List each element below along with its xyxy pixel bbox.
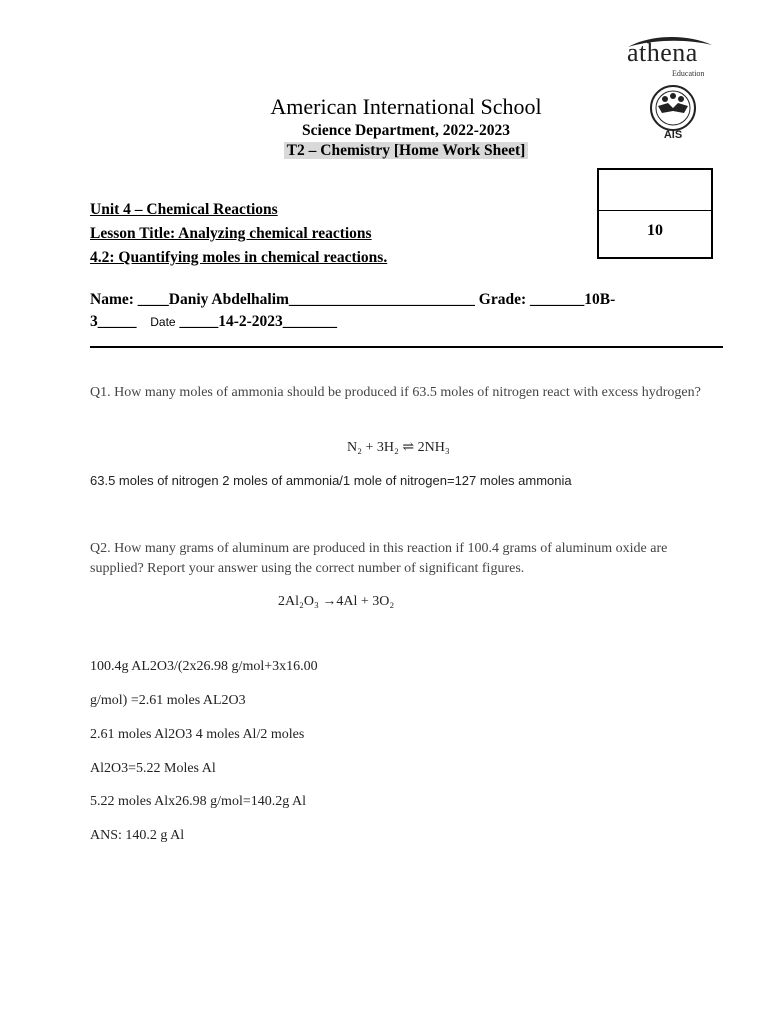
athena-logo: athena <box>627 38 698 67</box>
header-rule <box>90 346 723 348</box>
grade-box <box>597 168 713 259</box>
q1-answer: 63.5 moles of nitrogen 2 moles of ammonia/1 mole of nitrogen=127 moles ammonia <box>90 473 572 488</box>
q2-final-answer: ANS: 140.2 g Al <box>90 828 185 843</box>
subtopic-title: 4.2: Quantifying moles in chemical reactions. <box>90 249 388 266</box>
school-name: American International School <box>270 94 542 119</box>
student-info-line <box>90 313 337 331</box>
q1-question: Q1. How many moles of ammonia should be produced if 63.5 moles of nitrogen react with excess hydrogen? <box>90 385 701 400</box>
q2-equation: 2Al₂O₃ →4Al + 3O₂ <box>278 594 395 609</box>
grade-continuation: 3_____ <box>90 313 137 330</box>
q2-work-line: 2.61 moles Al2O3 4 moles Al/2 moles <box>90 727 305 742</box>
date-label: Date <box>150 315 176 329</box>
student-name-line: Name: ____Daniy Abdelhalim________________________ Grade: _______10B- <box>90 291 616 308</box>
unit-title: Unit 4 – Chemical Reactions <box>90 201 278 218</box>
q2-work-line: Al2O3=5.22 Moles Al <box>90 761 216 776</box>
q2-question: Q2. How many grams of aluminum are produced in this reaction if 100.4 grams of aluminum oxide are supplied? Report your answer using the correct number of significant figures. <box>90 541 668 576</box>
date-value: _____14-2-2023_______ <box>179 313 338 330</box>
q1-equation: N₂ + 3H₂ ⇌ 2NH₃ <box>347 440 450 455</box>
lesson-title: Lesson Title: Analyzing chemical reactions <box>90 225 372 242</box>
grade-score: 10 <box>647 222 663 239</box>
sheet-title <box>0 142 768 160</box>
sheet-title-text: T2 – Chemistry [Home Work Sheet] <box>284 142 529 159</box>
ais-seal-text: AIS <box>663 129 683 140</box>
athena-logo-subtitle: Education <box>672 69 705 78</box>
q2-work-line: 100.4g AL2O3/(2x26.98 g/mol+3x16.00 <box>90 659 318 674</box>
q2-work-line: g/mol) =2.61 moles AL2O3 <box>90 693 246 708</box>
department-line: Science Department, 2022-2023 <box>302 122 510 139</box>
grade-box-divider <box>599 210 711 211</box>
q2-work-line: 5.22 moles Alx26.98 g/mol=140.2g Al <box>90 794 306 809</box>
